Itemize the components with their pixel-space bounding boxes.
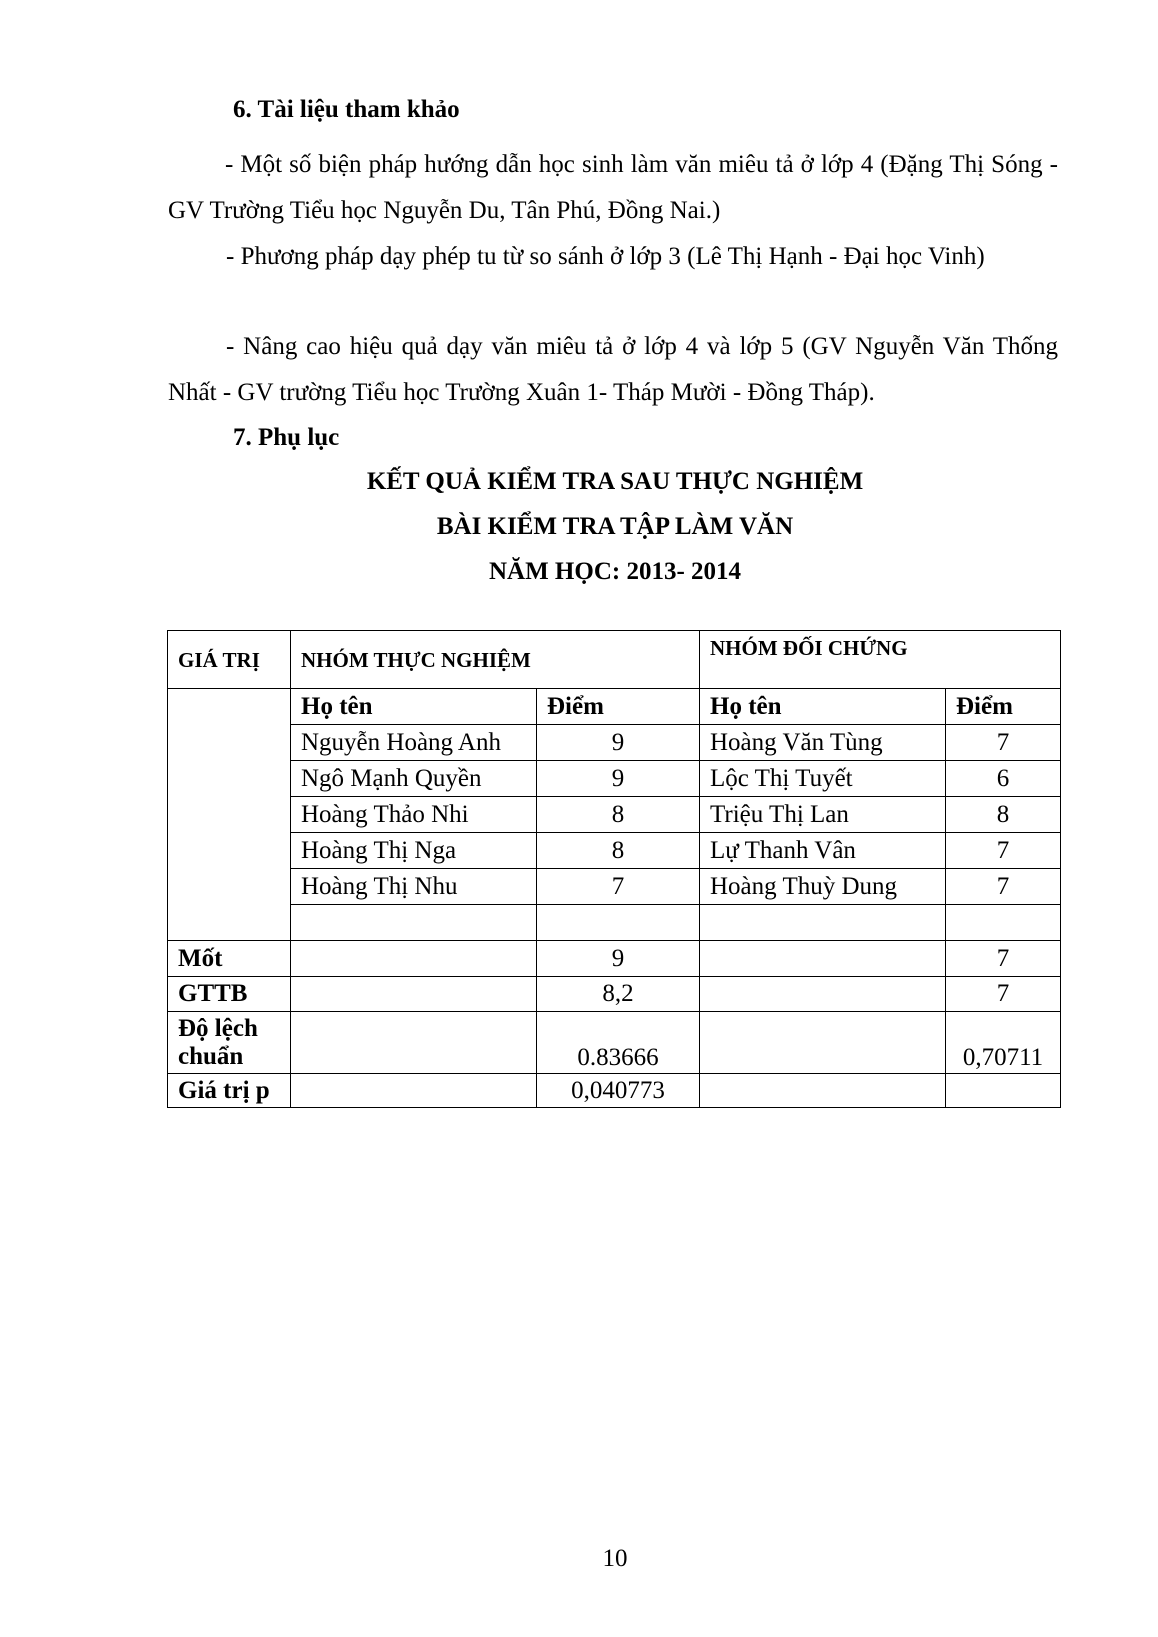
std-dev-label-line-2: chuẩn [178, 1042, 244, 1070]
reference-item-3: - Nâng cao hiệu quả dạy văn miêu tả ở lớp 4 và lớp 5 (GV Nguyễn Văn Thống Nhất - GV trường Tiểu học Trường Xuân 1- Tháp Mười - Đồng Tháp). [168, 333, 1058, 406]
p-value-label: Giá trị p [168, 1074, 291, 1108]
appendix-title-line-3: NĂM HỌC: 2013- 2014 [488, 558, 742, 585]
ctl-student-score: 7 [946, 833, 1061, 869]
control-group-header: NHÓM ĐỐI CHỨNG [700, 631, 1061, 689]
ctl-student-score: 8 [946, 797, 1061, 833]
ctl-student-score: 7 [946, 869, 1061, 905]
exp-student-name: Hoàng Thị Nhu [291, 869, 537, 905]
table-row [168, 869, 1061, 905]
value-label-blank [168, 689, 291, 941]
table-row [168, 725, 1061, 761]
mode-ctl: 7 [946, 941, 1061, 977]
exp-student-score: 9 [537, 761, 700, 797]
appendix-heading: 7. Phụ lục [233, 424, 340, 451]
exp-student-name: Hoàng Thị Nga [291, 833, 537, 869]
p-value-row [168, 1074, 1061, 1108]
mode-exp: 9 [537, 941, 700, 977]
exp-student-score: 7 [537, 869, 700, 905]
table-row [168, 797, 1061, 833]
std-dev-exp: 0.83666 [537, 1012, 700, 1074]
mean-ctl: 7 [946, 977, 1061, 1012]
exp-name-header: Họ tên [291, 689, 537, 725]
results-table [167, 630, 1061, 1108]
table-subheader-row [168, 689, 1061, 725]
std-dev-ctl: 0,70711 [946, 1012, 1061, 1074]
ctl-name-header: Họ tên [700, 689, 946, 725]
ctl-student-name: Hoàng Thuỳ Dung [700, 869, 946, 905]
p-value: 0,040773 [537, 1074, 700, 1108]
ctl-score-header: Điểm [946, 689, 1061, 725]
exp-student-name: Hoàng Thảo Nhi [291, 797, 537, 833]
exp-student-name: Nguyễn Hoàng Anh [291, 725, 537, 761]
ctl-student-name: Lự Thanh Vân [700, 833, 946, 869]
exp-student-score: 8 [537, 797, 700, 833]
reference-item-2: - Phương pháp dạy phép tu từ so sánh ở lớp 3 (Lê Thị Hạnh - Đại học Vinh) [226, 243, 985, 270]
exp-student-score: 8 [537, 833, 700, 869]
experimental-group-header: NHÓM THỰC NGHIỆM [291, 631, 700, 689]
table-header-row [168, 631, 1061, 689]
exp-score-header: Điểm [537, 689, 700, 725]
table-row-empty [168, 905, 1061, 941]
mode-row [168, 941, 1061, 977]
page-number: 10 [602, 1545, 628, 1572]
reference-item-1: - Một số biện pháp hướng dẫn học sinh làm văn miêu tả ở lớp 4 (Đặng Thị Sóng - GV Trường Tiểu học Nguyễn Du, Tân Phú, Đồng Nai.) [168, 151, 1058, 224]
mean-label: GTTB [168, 977, 291, 1012]
table-row [168, 833, 1061, 869]
exp-student-name: Ngô Mạnh Quyền [291, 761, 537, 797]
std-dev-label-line-1: Độ lệch [178, 1014, 258, 1042]
table-row [168, 761, 1061, 797]
ctl-student-name: Triệu Thị Lan [700, 797, 946, 833]
ctl-student-score: 7 [946, 725, 1061, 761]
ctl-student-name: Lộc Thị Tuyết [700, 761, 946, 797]
std-dev-row [168, 1012, 1061, 1074]
value-column-header: GIÁ TRỊ [168, 631, 291, 689]
mode-label: Mốt [168, 941, 291, 977]
ctl-student-name: Hoàng Văn Tùng [700, 725, 946, 761]
appendix-title-line-2: BÀI KIỂM TRA TẬP LÀM VĂN [436, 513, 794, 540]
ctl-student-score: 6 [946, 761, 1061, 797]
exp-student-score: 9 [537, 725, 700, 761]
appendix-title-line-1: KẾT QUẢ KIỂM TRA SAU THỰC NGHIỆM [366, 468, 864, 495]
mean-exp: 8,2 [537, 977, 700, 1012]
references-heading: 6. Tài liệu tham khảo [233, 96, 460, 123]
mean-row [168, 977, 1061, 1012]
std-dev-label [168, 1012, 291, 1074]
